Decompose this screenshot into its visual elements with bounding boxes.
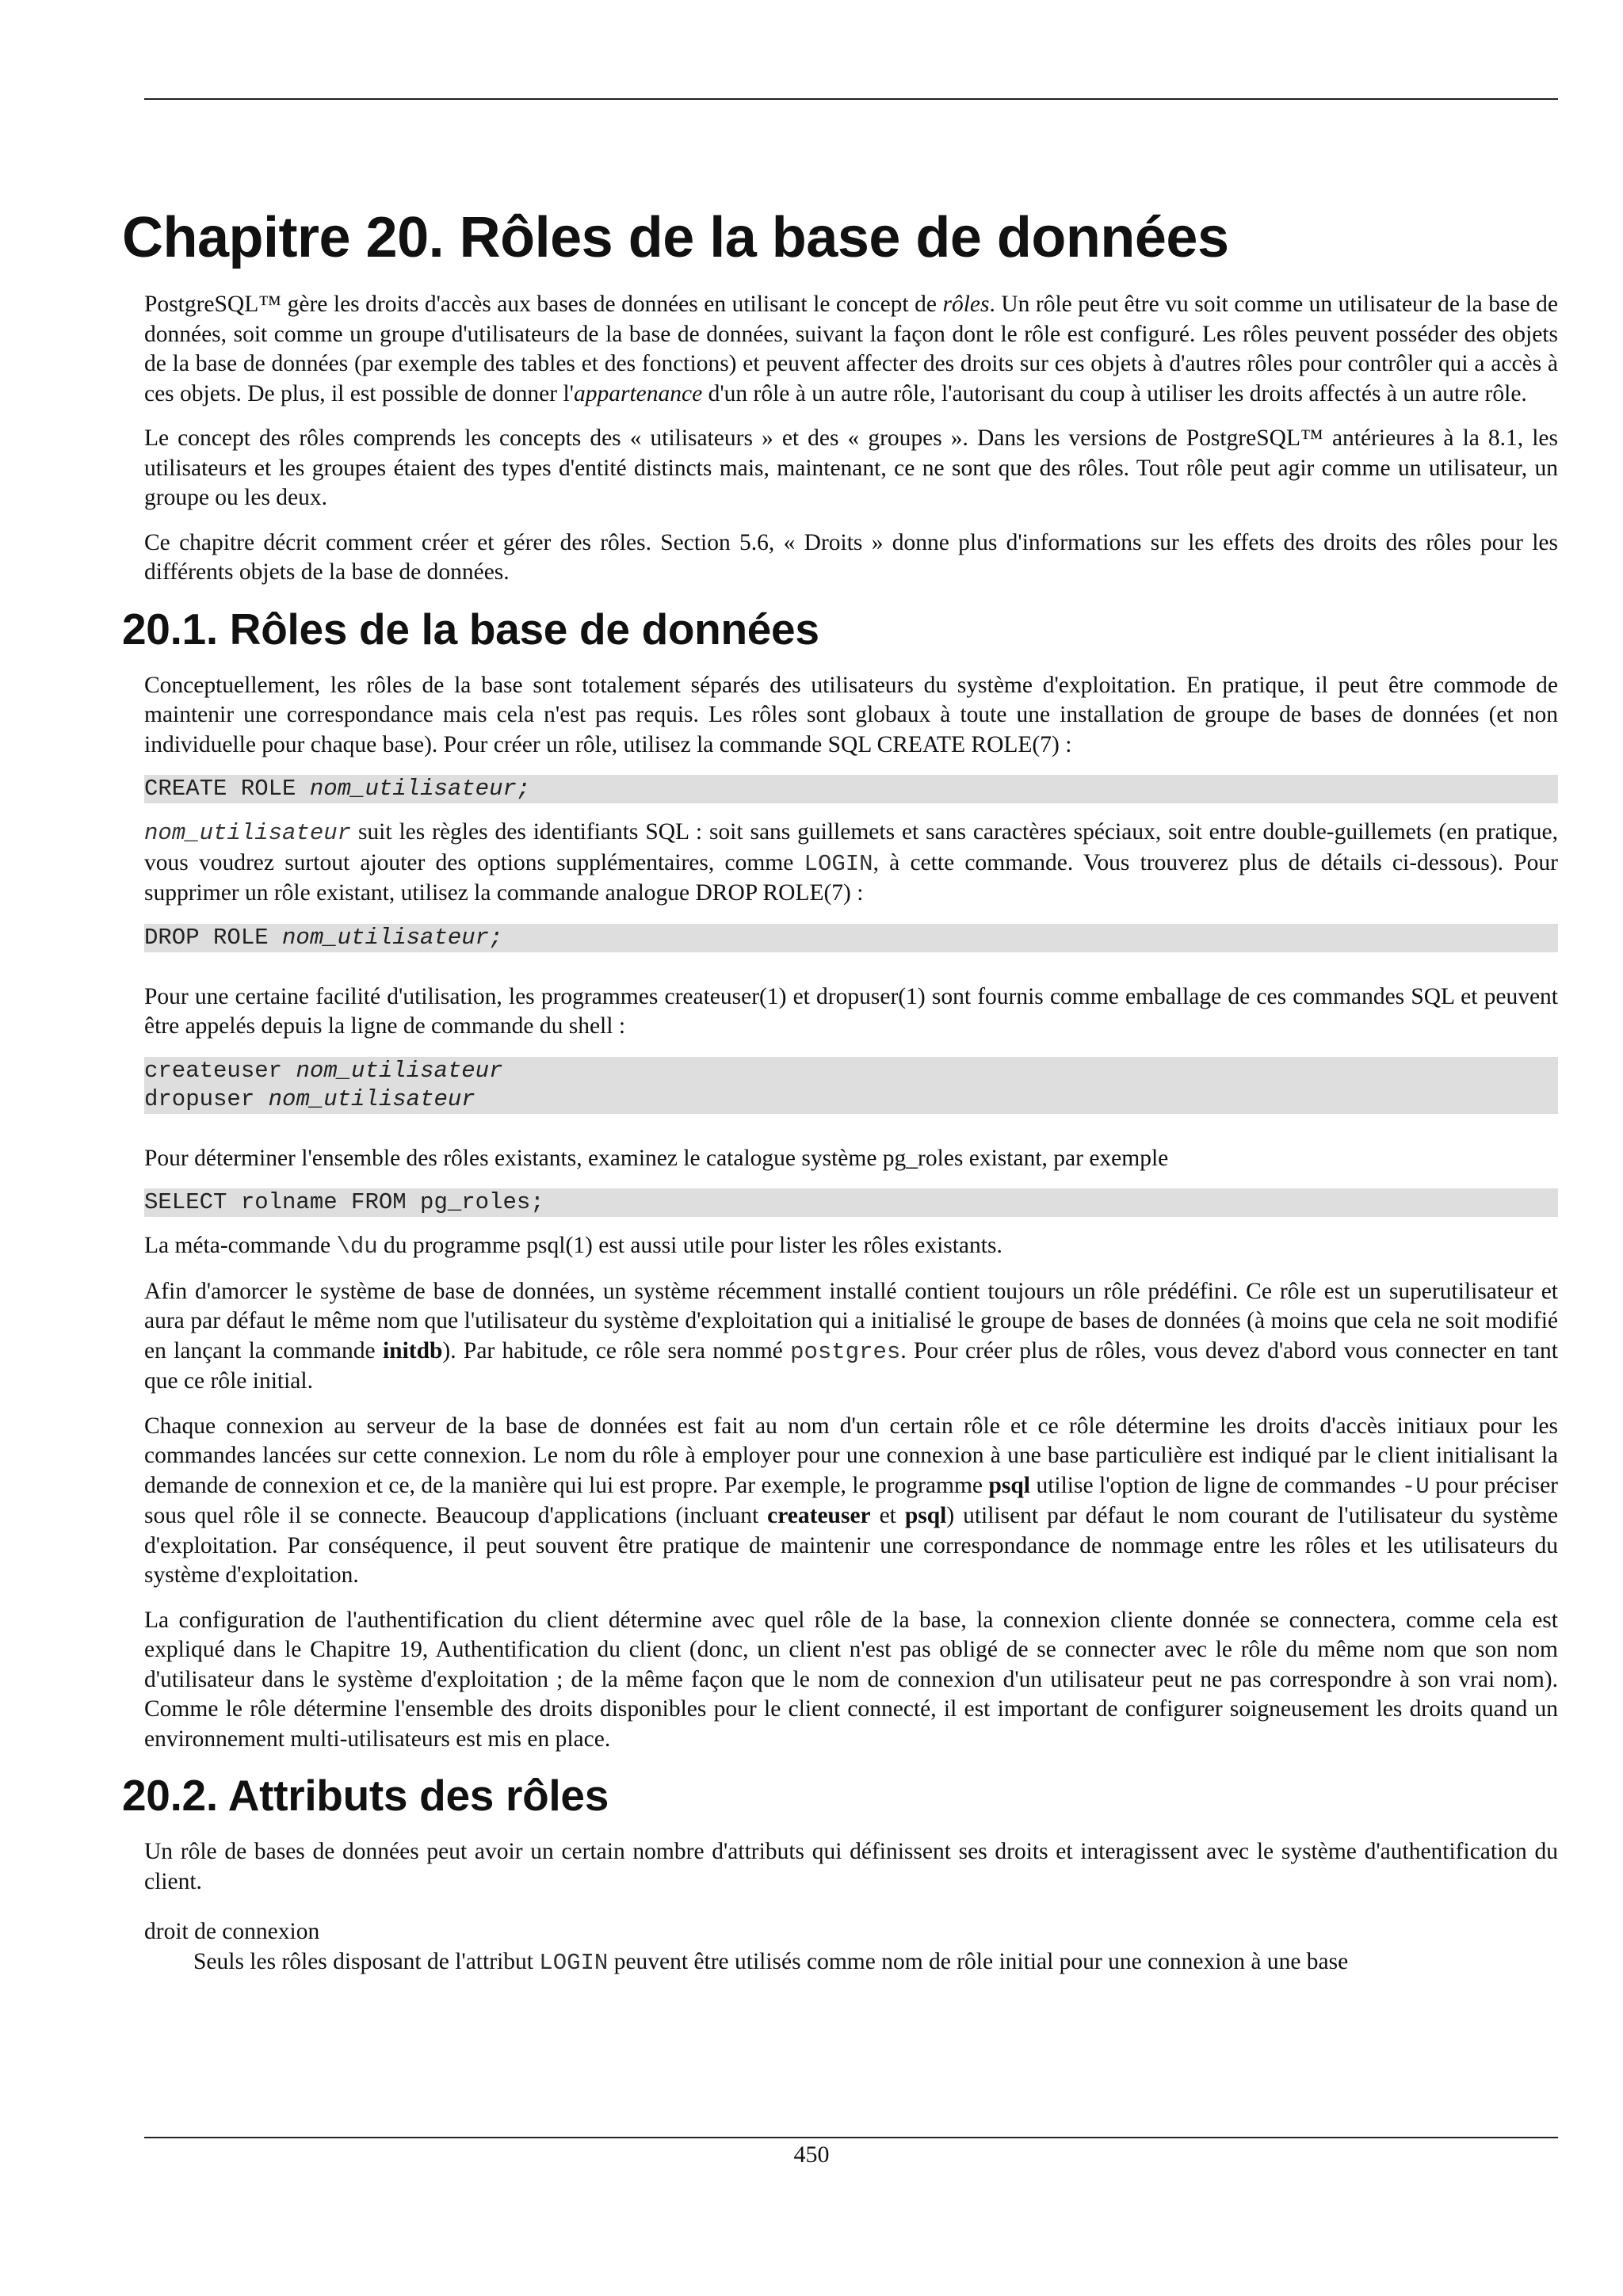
inline-code-nom-utilisateur: nom_utilisateur xyxy=(144,820,352,846)
inline-code-u-option: -U xyxy=(1401,1473,1430,1500)
text-run: , à cette commande. Vous trouverez plus de détails ci-dessous). Pour supprimer un rôle existant, utilisez la commande analogue DROP ROLE(7) : xyxy=(144,849,1558,906)
text-run: utilise l'option de ligne de commandes xyxy=(1029,1472,1402,1498)
code-keyword: createuser xyxy=(144,1057,296,1084)
s2-paragraph-1: Un rôle de bases de données peut avoir un certain nombre d'attributs qui définissent ses droits et interagissent avec le système d'authentification du client. xyxy=(144,1839,1558,1894)
text-run: d'un rôle à un autre rôle, l'autorisant du coup à utiliser les droits affectés à un autre rôle. xyxy=(702,380,1527,406)
emphasis-roles: rôles xyxy=(942,292,990,317)
text-run: . Pour créer plus de rôles, vous devez d'abord vous connecter en tant que ce rôle initial. xyxy=(144,1337,1558,1394)
strong-createuser: createuser xyxy=(767,1503,871,1528)
code-select-roles: SELECT rolname FROM pg_roles; xyxy=(144,1188,1558,1217)
strong-initdb: initdb xyxy=(382,1337,443,1363)
code-create-role xyxy=(144,775,1558,803)
strong-psql: psql xyxy=(904,1503,947,1528)
inline-code-postgres: postgres xyxy=(790,1338,901,1365)
intro-paragraph-2: Le concept des rôles comprends les concepts des « utilisateurs » et des « groupes ». Dans les versions de PostgreSQL™ antérieures à la 8.1, les utilisateurs et les groupes étaient des types d'entité distincts mais, maintenant, ce ne sont que des rôles. Tout rôle peut agir comme un utilisateur, un groupe ou les deux. xyxy=(144,425,1558,510)
code-createuser-dropuser xyxy=(144,1057,1558,1114)
text-run: ) utilisent par défaut le nom courant de l'utilisateur du système d'exploitation. Par conséquence, il peut souvent être pratique de maintenir une correspondance de nommage entre les rôles et les utilisateurs du système d'exploitation. xyxy=(144,1503,1558,1588)
footer-rule xyxy=(144,2137,1558,2138)
section-20-1-body xyxy=(144,671,1558,1755)
s1-paragraph-8: La configuration de l'authentification du client détermine avec quel rôle de la base, la connexion cliente donnée se connectera, comme cela est expliqué dans le Chapitre 19, Authentification du client (donc, un client n'est pas obligé de se connecter avec le rôle du même nom que son nom d'utilisateur dans le système d'exploitation ; de la même façon que le nom de connexion d'un utilisateur peut ne pas correspondre à son vrai nom). Comme le rôle détermine l'ensemble des droits disponibles pour le client connecté, il est important de configurer soigneusement les droits quand un environnement multi-utilisateurs est mis en place. xyxy=(144,1607,1558,1752)
text-run: La méta-commande xyxy=(144,1233,337,1258)
inline-code-login: LOGIN xyxy=(539,1949,609,1976)
text-run: du programme psql(1) est aussi utile pour lister les rôles existants. xyxy=(377,1233,1002,1258)
s1-paragraph-7 xyxy=(144,1412,1558,1591)
text-run: et xyxy=(870,1503,905,1528)
section-20-2-body xyxy=(144,1837,1558,1978)
code-placeholder: nom_utilisateur; xyxy=(309,776,531,802)
s1-paragraph-3: Pour une certaine facilité d'utilisation, les programmes createuser(1) et dropuser(1) sont fournis comme emballage de ces commandes SQL et peuvent être appelés depuis la ligne de commande du shell : xyxy=(144,983,1558,1039)
s1-paragraph-6 xyxy=(144,1277,1558,1397)
text-run: Chaque connexion au serveur de la base de données est fait au nom d'un certain rôle et ce rôle détermine les droits d'accès initiaux pour les commandes lancées sur cette connexion. Le nom du rôle à employer pour une connexion à une base particulière est indiqué par le client initialisant la demande de connexion et ce, de la manière qui lui est propre. Par exemple, le programme xyxy=(144,1413,1558,1498)
s1-paragraph-2 xyxy=(144,818,1558,909)
text-run: PostgreSQL™ gère les droits d'accès aux bases de données en utilisant le concept de xyxy=(144,292,943,317)
text-run: Seuls les rôles disposant de l'attribut xyxy=(193,1948,540,1974)
text-run: ). Par habitude, ce rôle sera nommé xyxy=(442,1337,791,1363)
inline-code-login: LOGIN xyxy=(804,850,873,877)
page-number: 450 xyxy=(793,2142,830,2168)
strong-psql: psql xyxy=(988,1472,1030,1498)
section-title-20-2: 20.2. Attributs des rôles xyxy=(122,1771,609,1820)
definition-term-droit-de-connexion: droit de connexion xyxy=(144,1919,320,1944)
s1-paragraph-5 xyxy=(144,1231,1558,1262)
code-drop-role xyxy=(144,924,1558,952)
emphasis-appartenance: appartenance xyxy=(573,380,703,406)
text-run: pour préciser sous quel rôle il se connecte. Beaucoup d'applications (incluant xyxy=(144,1472,1558,1528)
text-run: . Un rôle peut être vu soit comme un utilisateur de la base de données, soit comme un groupe d'utilisateurs de la base de données, suivant la façon dont le rôle est configuré. Les rôles peuvent posséder des objets de la base de données (par exemple des tables et des fonctions) et peuvent affecter des droits sur ces objets à d'autres rôles pour contrôler qui a accès à ces objets. De plus, il est possible de donner l' xyxy=(144,292,1558,406)
inline-code-du: \du xyxy=(336,1234,378,1260)
code-keyword: CREATE ROLE xyxy=(144,776,310,802)
text-run: Afin d'amorcer le système de base de données, un système récemment installé contient toujours un rôle prédéfini. Ce rôle est un superutilisateur et aura par défaut le même nom que l'utilisateur du système d'exploitation qui a initialisé le groupe de bases de données (à moins que cela ne soit modifié en lançant la commande xyxy=(144,1278,1558,1363)
text-run: suit les règles des identifiants SQL : soit sans guillemets et sans caractères spéciaux, soit entre double-guillemets (en pratique, vous voudrez surtout ajouter des options supplémentaires, comme xyxy=(144,819,1558,875)
code-placeholder: nom_utilisateur xyxy=(296,1057,503,1084)
definition-body-droit-de-connexion xyxy=(193,1947,1558,1978)
header-rule xyxy=(144,98,1558,100)
intro-paragraph-3: Ce chapitre décrit comment créer et gérer des rôles. Section 5.6, « Droits » donne plus d'informations sur les effets des droits des rôles pour les différents objets de la base de données. xyxy=(144,529,1558,585)
intro-paragraph-1 xyxy=(144,290,1558,409)
s1-paragraph-4: Pour déterminer l'ensemble des rôles existants, examinez le catalogue système pg_roles existant, par exemple xyxy=(144,1145,1169,1171)
code-placeholder: nom_utilisateur; xyxy=(282,924,503,951)
text-run: peuvent être utilisés comme nom de rôle initial pour une connexion à une base xyxy=(608,1948,1349,1974)
code-placeholder: nom_utilisateur xyxy=(268,1085,475,1112)
section-title-20-1: 20.1. Rôles de la base de données xyxy=(122,604,819,654)
code-keyword: dropuser xyxy=(144,1085,269,1112)
code-keyword: DROP ROLE xyxy=(144,924,283,951)
page-content xyxy=(122,204,1558,1978)
chapter-intro xyxy=(144,290,1558,588)
chapter-title: Chapitre 20. Rôles de la base de données xyxy=(122,206,1229,269)
s1-paragraph-1: Conceptuellement, les rôles de la base sont totalement séparés des utilisateurs du système d'exploitation. En pratique, il peut être commode de maintenir une correspondance mais cela n'est pas requis. Les rôles sont globaux à toute une installation de groupe de bases de données (et non individuelle pour chaque base). Pour créer un rôle, utilisez la commande SQL CREATE ROLE(7) : xyxy=(144,672,1558,757)
